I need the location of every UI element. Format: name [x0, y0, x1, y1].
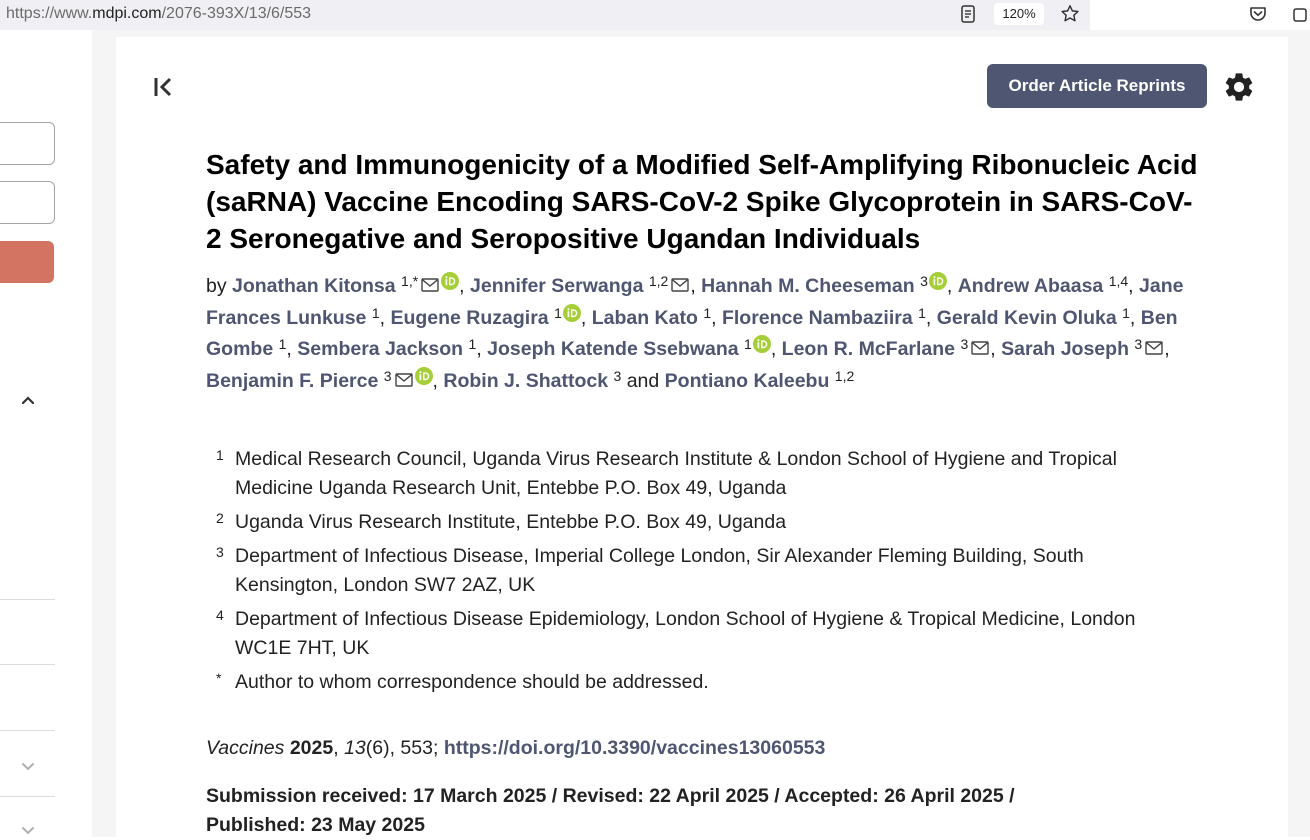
chevron-down-icon[interactable]	[20, 758, 36, 774]
author-separator: ,	[925, 306, 937, 329]
affiliation-text: Uganda Virus Research Institute, Entebbe P.O. Box 49, Uganda	[235, 511, 787, 533]
citation-volume: 13	[344, 737, 366, 759]
pocket-icon[interactable]	[1248, 4, 1268, 24]
author-name-link[interactable]: Ben Gombe	[206, 306, 1178, 361]
author-affiliation-sup: 1,2	[834, 368, 855, 385]
author-name-link[interactable]: Laban Kato	[591, 306, 698, 329]
author-separator: ,	[946, 275, 958, 297]
affiliation-number: 2	[216, 510, 224, 526]
email-icon[interactable]	[395, 367, 413, 381]
affiliation-text: Department of Infectious Disease, Imperial College London, Sir Alexander Fleming Building, South Kensington, London SW7 2AZ, UK	[235, 545, 1084, 596]
extensions-icon[interactable]	[1288, 3, 1310, 25]
doi-link[interactable]: https://doi.org/10.3390/vaccines13060553	[443, 737, 826, 759]
author-separator: and	[621, 370, 665, 393]
author-name-link[interactable]: Joseph Katende Ssebwana	[487, 338, 739, 361]
bookmark-star-icon[interactable]	[1059, 3, 1081, 25]
sidebar-search-field[interactable]	[0, 122, 55, 165]
author-separator: ,	[432, 370, 444, 393]
author-affiliation-sup: 1,4	[1108, 273, 1129, 289]
author-name-link[interactable]: Andrew Abaasa	[957, 275, 1104, 297]
author-separator: ,	[286, 338, 298, 361]
author-name-link[interactable]: Hannah M. Cheeseman	[701, 275, 915, 297]
author-separator: ,	[1129, 306, 1141, 329]
citation-issue-pages: (6), 553;	[365, 737, 444, 759]
sidebar-divider	[0, 599, 55, 600]
author-affiliation-sup: 1	[1122, 304, 1130, 321]
author-separator: ,	[459, 275, 471, 297]
browser-toolbar	[0, 0, 1310, 30]
affiliations-list	[206, 445, 1166, 702]
author-affiliation-sup: 3	[1134, 336, 1143, 353]
author-affiliation-sup: 1	[554, 304, 562, 321]
author-name-link[interactable]: Jennifer Serwanga	[470, 275, 644, 297]
author-name-link[interactable]: Leon R. McFarlane	[781, 338, 956, 361]
article-title: Safety and Immunogenicity of a Modified Self-Amplifying Ribonucleic Acid (saRNA) Vaccine Encoding SARS-CoV-2 Spike Glycoprotein in SARS-CoV-2 Seronegative and Seropositive Ugandan Individuals	[206, 149, 1198, 254]
sidebar-button[interactable]	[0, 241, 54, 283]
author-name-link[interactable]: Sarah Joseph	[1001, 338, 1129, 361]
affiliation-item	[206, 668, 1166, 697]
author-name-link[interactable]: Jonathan Kitonsa	[232, 275, 396, 297]
orcid-icon[interactable]	[753, 333, 771, 351]
author-name-link[interactable]: Gerald Kevin Oluka	[936, 306, 1117, 329]
author-name-link[interactable]: Florence Nambaziira	[721, 306, 913, 329]
affiliation-number: *	[216, 670, 222, 686]
email-icon[interactable]	[1145, 335, 1163, 349]
affiliation-text: Department of Infectious Disease Epidemiology, London School of Hygiene & Tropical Medicine, London WC1E 7HT, UK	[235, 608, 1136, 659]
author-affiliation-sup: 3	[960, 336, 969, 353]
gear-icon[interactable]	[1222, 70, 1256, 104]
author-separator: ,	[711, 306, 722, 329]
left-sidebar	[0, 30, 92, 837]
author-separator: ,	[1164, 338, 1170, 361]
author-affiliation-sup: 1	[468, 336, 477, 353]
author-name-link[interactable]: Eugene Ruzagira	[390, 306, 549, 329]
affiliation-item	[206, 605, 1166, 663]
author-affiliation-sup: 1	[278, 336, 287, 353]
affiliation-text: Author to whom correspondence should be addressed.	[235, 671, 709, 693]
author-affiliation-sup: 1	[703, 304, 712, 321]
affiliation-number: 3	[216, 544, 224, 560]
author-name-link[interactable]: Sembera Jackson	[297, 338, 464, 361]
collapse-sidebar-icon[interactable]	[152, 75, 176, 99]
author-name-link[interactable]: Benjamin F. Pierce	[206, 370, 379, 393]
sidebar-divider	[0, 796, 55, 797]
address-bar[interactable]	[0, 0, 1090, 30]
author-affiliation-sup: 3	[613, 368, 622, 385]
author-separator: ,	[690, 275, 702, 297]
author-separator: ,	[476, 338, 488, 361]
url-text[interactable]: https://www.mdpi.com/2076-393X/13/6/553	[6, 5, 312, 22]
zoom-level-badge[interactable]: 120%	[994, 3, 1044, 25]
email-icon[interactable]	[971, 335, 989, 349]
orcid-icon[interactable]	[441, 270, 459, 288]
author-affiliation-sup: 1,2	[648, 273, 669, 289]
sidebar-divider	[0, 730, 55, 731]
affiliation-item	[206, 542, 1166, 600]
orcid-icon[interactable]	[929, 270, 947, 288]
author-separator: ,	[379, 306, 391, 329]
author-affiliation-sup: 1	[371, 304, 380, 321]
author-affiliation-sup: 1,*	[401, 273, 419, 289]
order-reprints-button[interactable]: Order Article Reprints	[987, 64, 1207, 108]
citation-year: 2025	[289, 737, 334, 759]
author-affiliation-sup: 1	[918, 304, 926, 321]
author-affiliation-sup: 3	[920, 273, 928, 289]
author-name-link[interactable]: Pontiano Kaleebu	[664, 370, 830, 393]
author-name-link[interactable]: Jane Frances Lunkuse	[206, 275, 1184, 329]
author-affiliation-sup: 1	[744, 336, 752, 353]
email-icon[interactable]	[421, 272, 439, 286]
author-separator: ,	[580, 306, 592, 329]
sidebar-divider	[0, 664, 55, 665]
affiliation-text: Medical Research Council, Uganda Virus Research Institute & London School of Hygiene and Tropical Medicine Uganda Research Unit, Entebbe P.O. Box 49, Uganda	[235, 448, 1117, 499]
author-separator: ,	[990, 338, 1002, 361]
affiliation-number: 4	[216, 607, 224, 623]
orcid-icon[interactable]	[563, 302, 581, 320]
author-affiliation-sup: 3	[383, 368, 392, 385]
by-label: by	[206, 275, 233, 297]
affiliation-number: 1	[216, 447, 224, 463]
chevron-down-icon[interactable]	[20, 822, 36, 838]
reader-view-icon[interactable]	[958, 4, 978, 24]
author-separator: ,	[770, 338, 782, 361]
publication-dates: Submission received: 17 March 2025 / Revised: 22 April 2025 / Accepted: 26 April 2025 / Published: 23 May 2025	[206, 785, 1015, 836]
affiliation-item	[206, 508, 1166, 537]
orcid-icon[interactable]	[415, 365, 433, 383]
author-name-link[interactable]: Robin J. Shattock	[443, 370, 609, 393]
affiliation-item	[206, 445, 1166, 503]
journal-name: Vaccines	[206, 737, 285, 759]
sidebar-field[interactable]	[0, 181, 55, 224]
citation-line: Vaccines 2025, 13(6), 553; https://doi.org/10.3390/vaccines13060553	[206, 737, 826, 759]
author-separator: ,	[1128, 275, 1140, 297]
author-list	[206, 270, 1196, 397]
chevron-up-icon[interactable]	[20, 392, 36, 408]
email-icon[interactable]	[671, 272, 689, 286]
